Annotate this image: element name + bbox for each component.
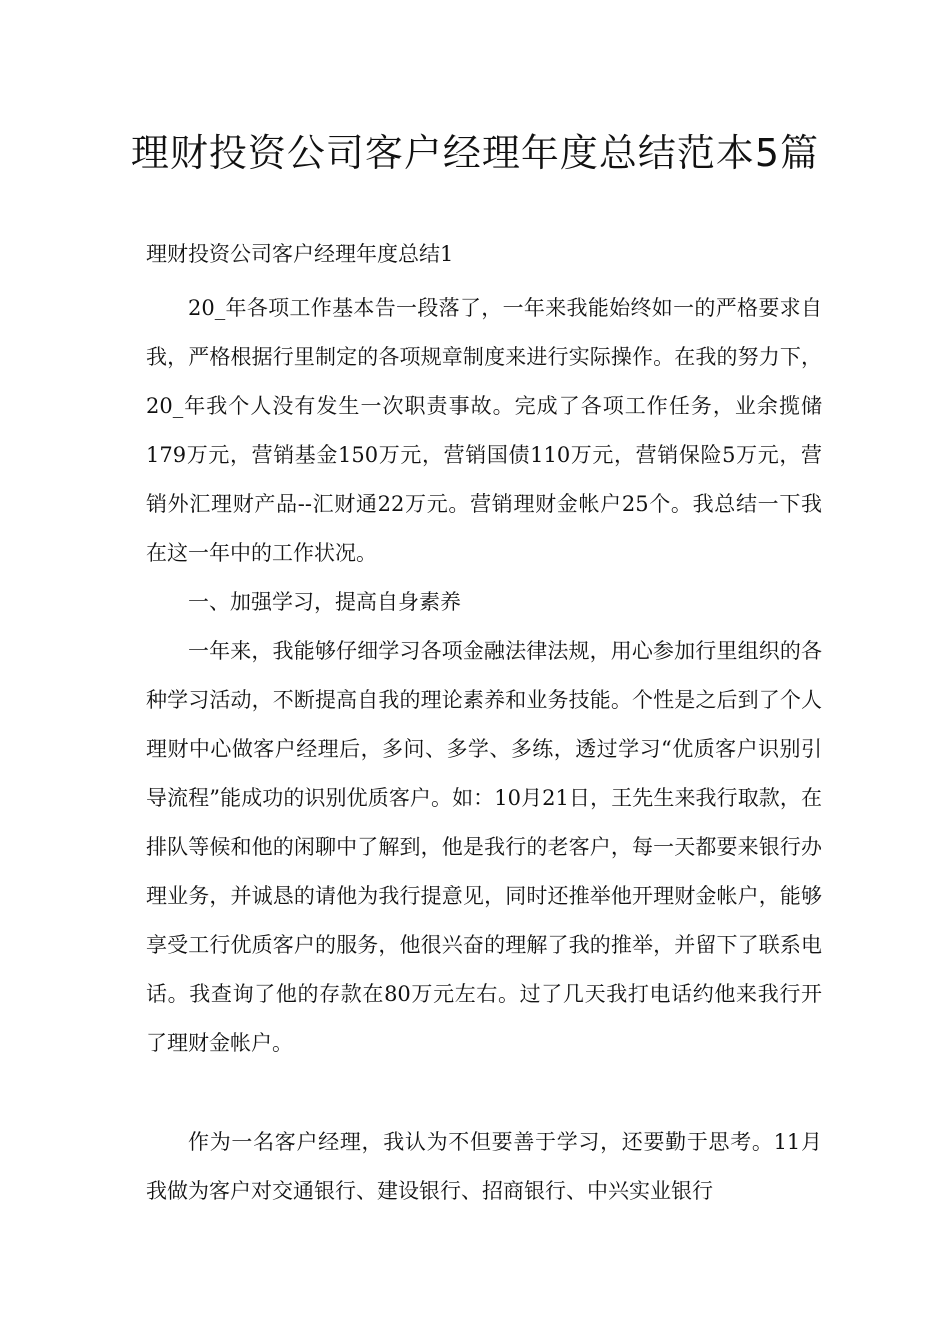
document-title: 理财投资公司客户经理年度总结范本5篇	[130, 131, 820, 175]
section-heading-study: 一、加强学习，提高自身素养	[188, 590, 461, 614]
paragraph-gap	[146, 1068, 822, 1118]
paragraph-study: 一年来，我能够仔细学习各项金融法律法规，用心参加行里组织的各种学习活动，不断提高自我的理论素养和业务技能。个性是之后到了个人理财中心做客户经理后，多问、多学、多练，透过学习“优质客户识别引导流程”能成功的识别优质客户。如：10月21日，王先生来我行取款，在排队等候和他的闲聊中了解到，他是我行的老客户，每一天都要来银行办理业务，并诚恳的请他为我行提意见，同时还推举他开理财金帐户，能够享受工行优质客户的服务，他很兴奋的理解了我的推举，并留下了联系电话。我查询了他的存款在80万元左右。过了几天我打电话约他来我行开了理财金帐户。	[146, 639, 822, 1055]
document-body	[146, 238, 822, 1216]
section-subtitle: 理财投资公司客户经理年度总结1	[146, 242, 454, 266]
paragraph-thinking: 作为一名客户经理，我认为不但要善于学习，还要勤于思考。11月我做为客户对交通银行、建设银行、招商银行、中兴实业银行	[146, 1130, 822, 1203]
paragraph-intro: 20_年各项工作基本告一段落了，一年来我能始终如一的严格要求自我，严格根据行里制定的各项规章制度来进行实际操作。在我的努力下，20_年我个人没有发生一次职责事故。完成了各项工作任务，业余揽储179万元，营销基金150万元，营销国债110万元，营销保险5万元，营销外汇理财产品--汇财通22万元。营销理财金帐户25个。我总结一下我在这一年中的工作状况。	[146, 296, 822, 565]
